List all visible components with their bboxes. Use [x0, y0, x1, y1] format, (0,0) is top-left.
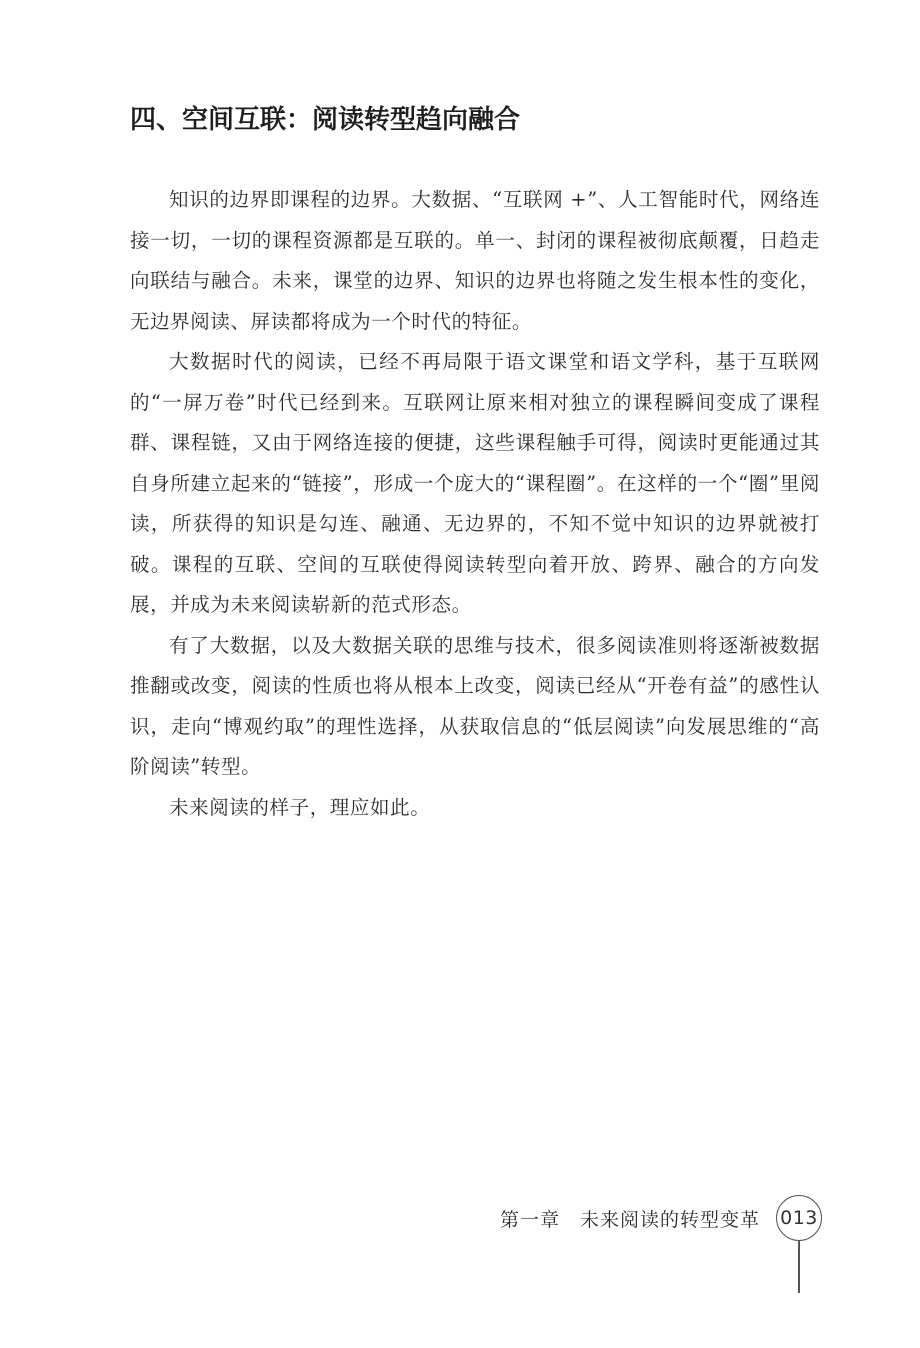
page-number-circle [776, 1195, 822, 1241]
paragraph: 大数据时代的阅读，已经不再局限于语文课堂和语文学科，基于互联网的“一屏万卷”时代已经到来。互联网让原来相对独立的课程瞬间变成了课程群、课程链，又由于网络连接的便捷，这些课程触手可得，阅读时更能通过其自身所建立起来的“链接”，形成一个庞大的“课程圈”。在这样的一个“圈”里阅读，所获得的知识是勾连、融通、无边界的，不知不觉中知识的边界就被打破。课程的互联、空间的互联使得阅读转型向着开放、跨界、融合的方向发展，并成为未来阅读崭新的范式形态。 [130, 350, 820, 616]
chapter-running-title: 第一章 未来阅读的转型变革 [499, 1209, 760, 1231]
paragraph: 有了大数据，以及大数据关联的思维与技术，很多阅读准则将逐渐被数据推翻或改变，阅读的性质也将从根本上改变，阅读已经从“开卷有益”的感性认识，走向“博观约取”的理性选择，从获取信息的“低层阅读”向发展思维的“高阶阅读”转型。 [130, 633, 820, 778]
page-footer [0, 1195, 920, 1315]
section-title: 四、空间互联：阅读转型趋向融合 [130, 105, 521, 135]
body-text [130, 180, 820, 828]
paragraph: 未来阅读的样子，理应如此。 [169, 795, 431, 819]
paragraph: 知识的边界即课程的边界。大数据、“互联网 +”、人工智能时代，网络连接一切，一切的课程资源都是互联的。单一、封闭的课程被彻底颠覆，日趋走向联结与融合。未来，课堂的边界、知识的边界也将随之发生根本性的变化，无边界阅读、屏读都将成为一个时代的特征。 [130, 188, 820, 333]
page-number-rule [798, 1241, 800, 1293]
page-number: 013 [780, 1207, 818, 1229]
